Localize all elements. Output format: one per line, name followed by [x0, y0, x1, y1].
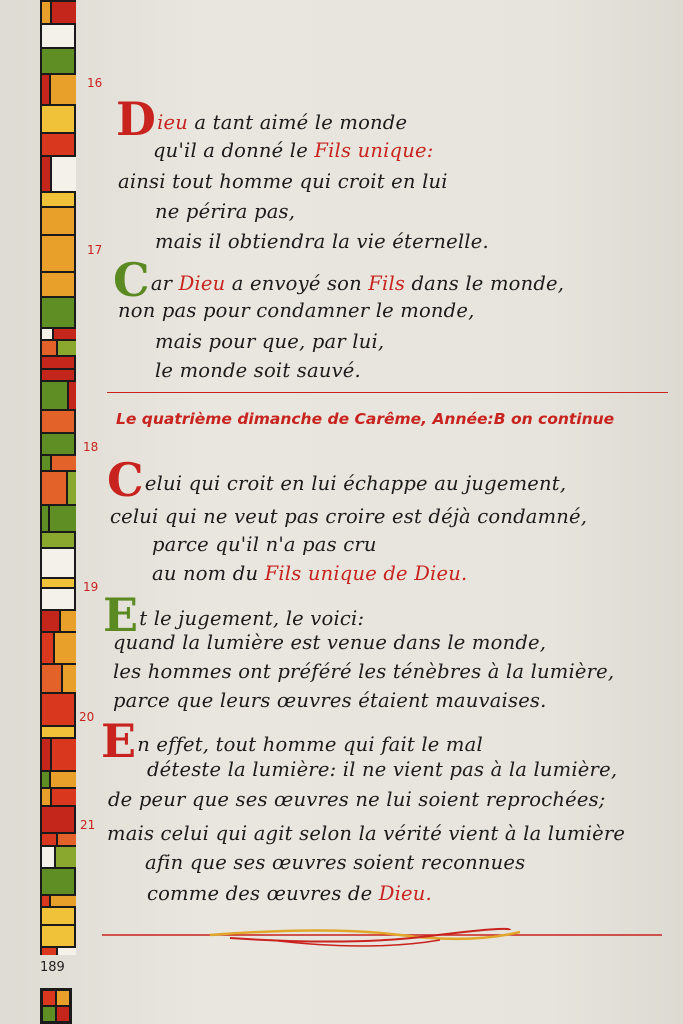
verse-line: non pas pour condamner le monde,: [118, 299, 475, 322]
drop-cap: E: [101, 714, 137, 768]
stained-glass-border: [40, 0, 76, 955]
drop-cap: C: [113, 253, 150, 307]
verse-line: le monde soit sauvé.: [155, 359, 361, 382]
verse-number: 19: [83, 580, 99, 594]
verse-line: ainsi tout homme qui croit en lui: [118, 170, 448, 193]
verse-line: mais pour que, par lui,: [155, 330, 385, 353]
stained-glass-border-bottom: [40, 988, 72, 1024]
drop-cap: C: [107, 453, 144, 507]
verse-line: qu'il a donné le Fils unique:: [153, 139, 434, 162]
drop-cap: E: [103, 588, 139, 642]
verse-line: Celui qui croit en lui échappe au jugement,: [107, 453, 567, 507]
verse-line: En effet, tout homme qui fait le mal: [101, 714, 483, 768]
verse-line: parce que leurs œuvres étaient mauvaises.: [113, 689, 547, 712]
verse-line: au nom du Fils unique de Dieu.: [152, 562, 468, 585]
decorative-flourish: [100, 918, 665, 956]
verse-line: mais celui qui agit selon la vérité vient à la lumière: [107, 822, 626, 845]
verse-number: 21: [80, 818, 96, 832]
drop-cap: D: [116, 92, 157, 146]
verse-line: de peur que ses œuvres ne lui soient reprochées;: [108, 788, 606, 811]
section-heading: Le quatrième dimanche de Carême, Année:B on continue: [116, 410, 615, 428]
verse-line: parce qu'il n'a pas cru: [152, 533, 377, 556]
verse-number: 17: [87, 243, 103, 257]
verse-line: mais il obtiendra la vie éternelle.: [155, 230, 489, 253]
verse-line: Dieu a tant aimé le monde: [116, 92, 408, 146]
verse-line: afin que ses œuvres soient reconnues: [145, 851, 526, 874]
verse-line: ne périra pas,: [155, 200, 296, 223]
divider-line: [107, 392, 668, 393]
verse-line: Et le jugement, le voici:: [103, 588, 365, 642]
verse-line: les hommes ont préféré les ténèbres à la lumière,: [113, 660, 615, 683]
verse-line: déteste la lumière: il ne vient pas à la lumière,: [147, 758, 618, 781]
verse-number: 20: [79, 710, 95, 724]
verse-line: comme des œuvres de Dieu.: [147, 882, 432, 905]
page-number: 189: [40, 960, 65, 975]
verse-line: quand la lumière est venue dans le monde,: [113, 631, 547, 654]
verse-number: 18: [83, 440, 99, 454]
verse-line: celui qui ne veut pas croire est déjà condamné,: [110, 505, 588, 528]
verse-line: Car Dieu a envoyé son Fils dans le monde,: [113, 253, 565, 307]
verse-number: 16: [87, 76, 103, 90]
